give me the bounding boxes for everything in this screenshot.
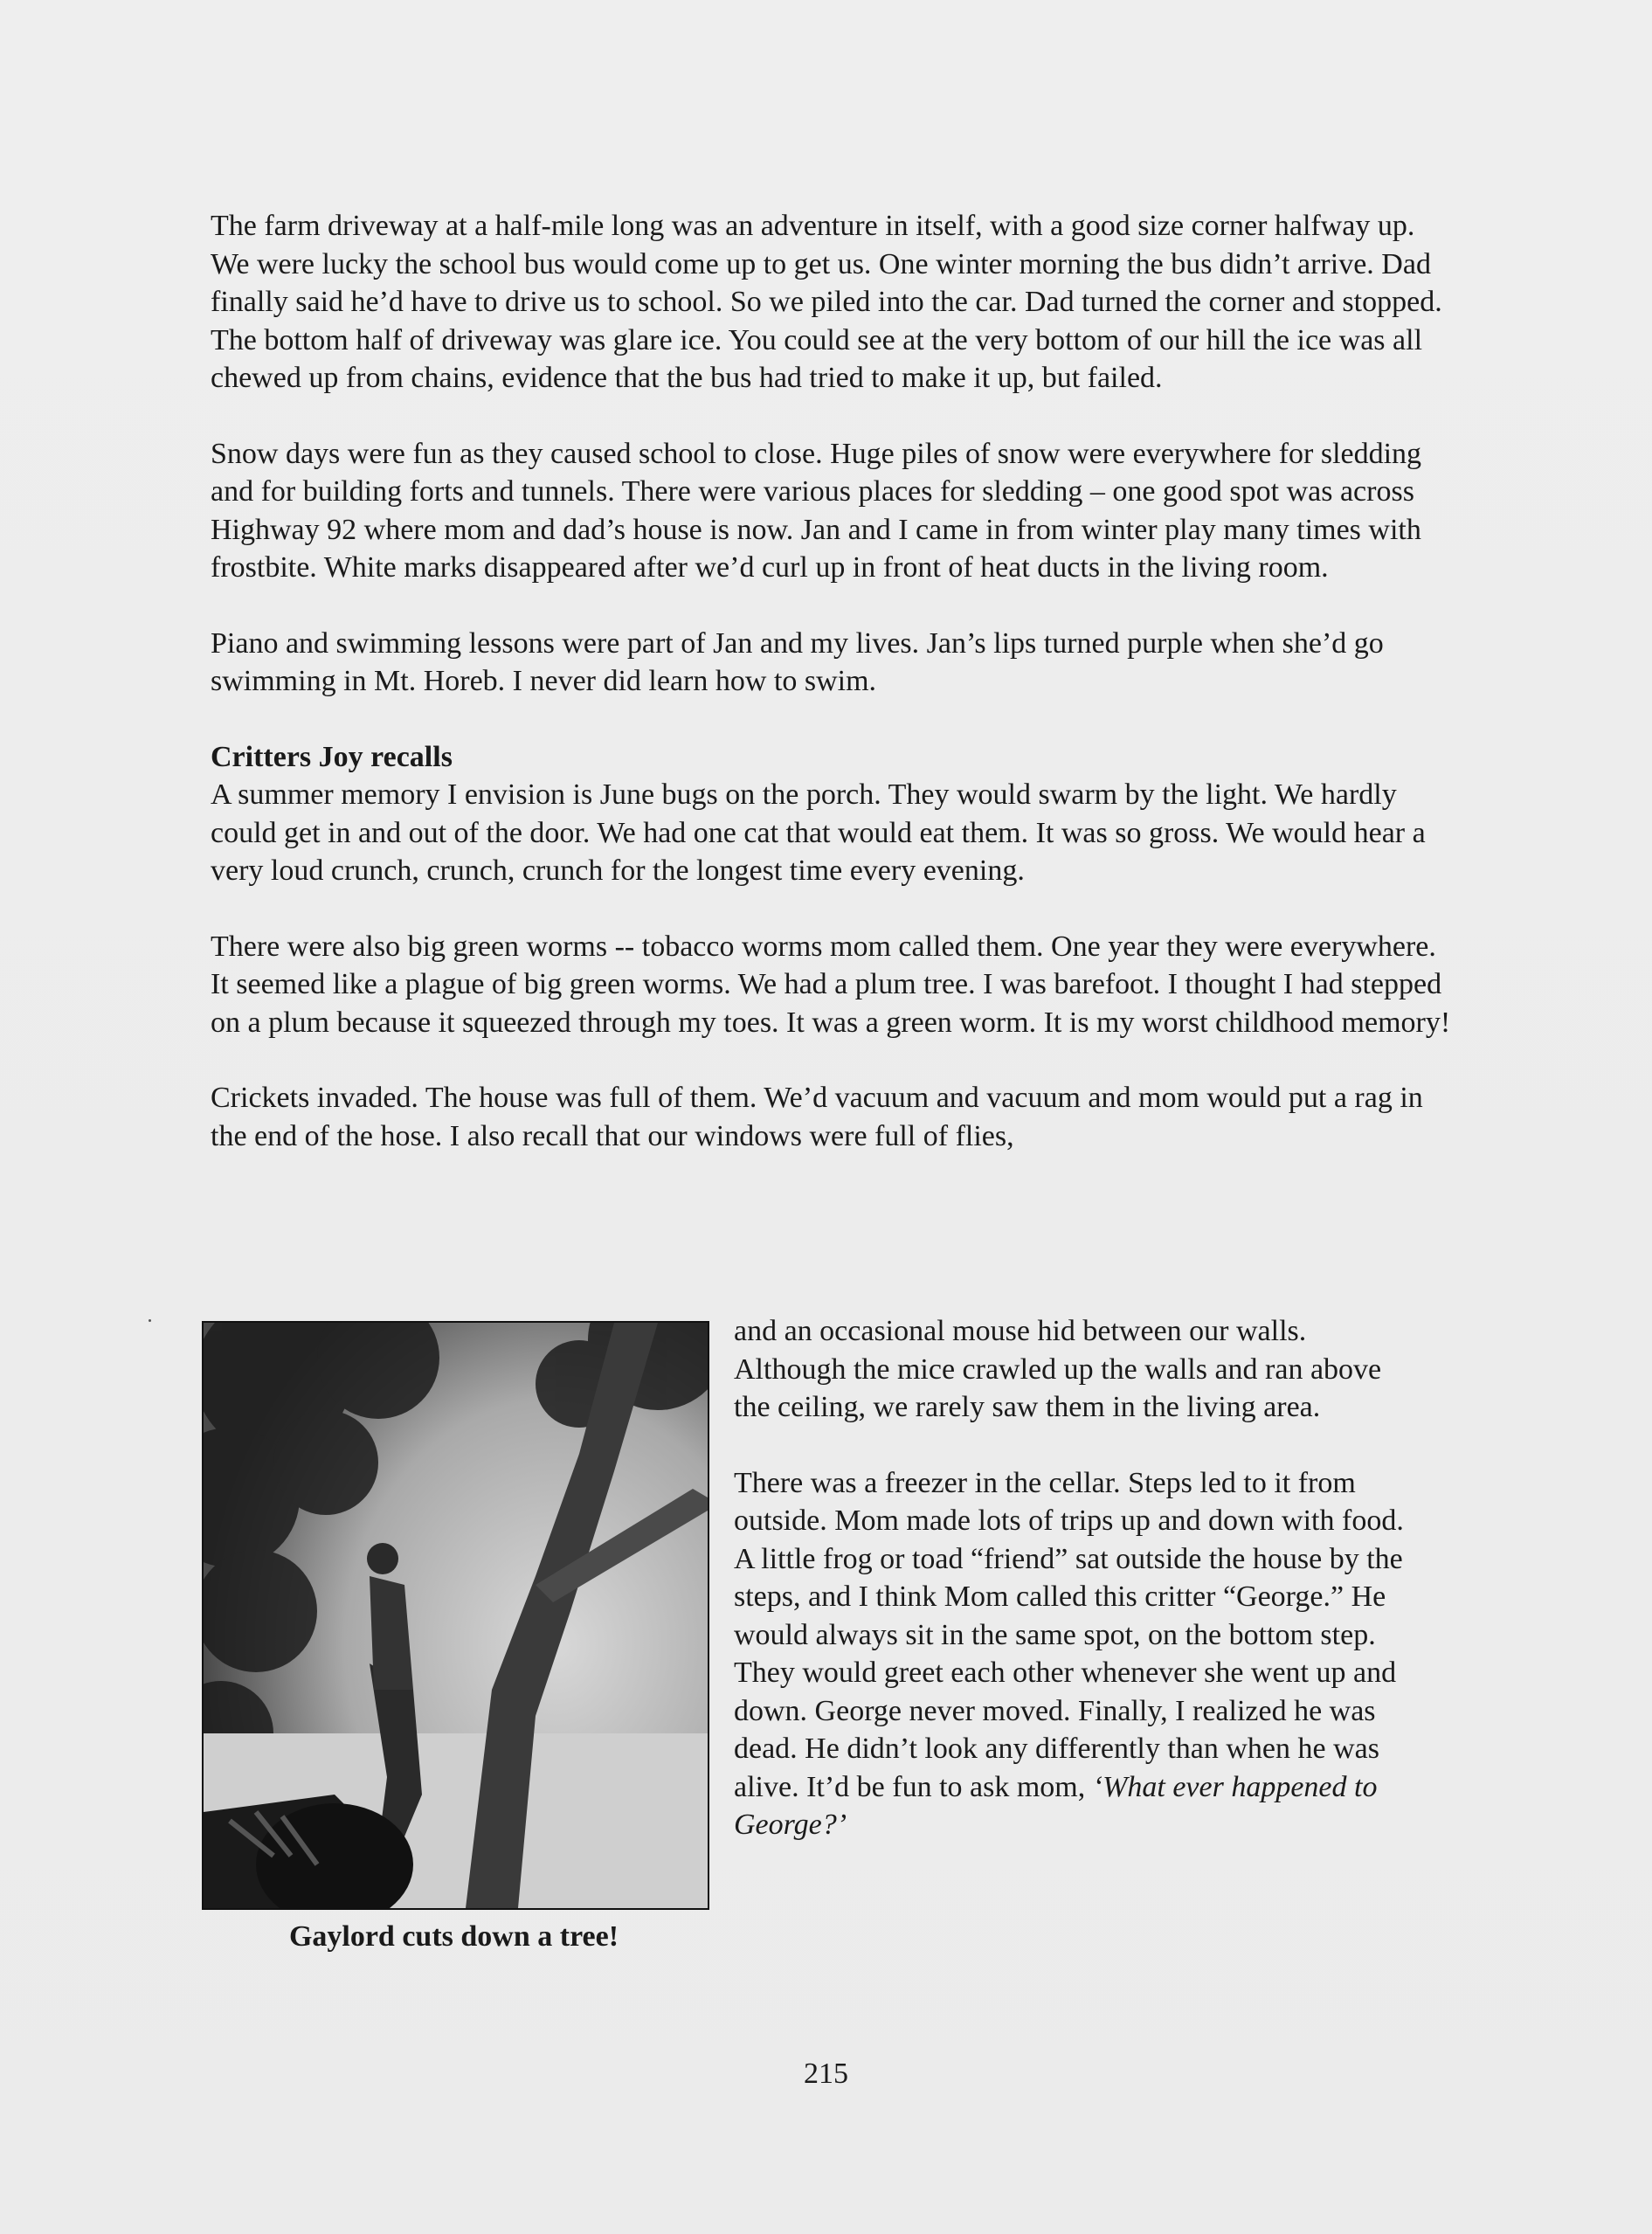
paragraph-june-bugs: A summer memory I envision is June bugs on the porch. They would swarm by the light. We hardly could get in and out of the door. We had one cat that would eat them. It was so gross. We would hear a very loud crunch, crunch, crunch for the longest time every evening. — [211, 778, 1426, 887]
paragraph-george — [734, 1464, 1415, 1844]
main-text-block — [211, 207, 1451, 1155]
page-number: 215 — [804, 2058, 848, 2090]
paragraph-snow-days: Snow days were fun as they caused school to close. Huge piles of snow were everywhere for sledding and for building forts and tunnels. There were various places for sledding – one good spot was across Highway 92 where mom and dad’s house is now. Jan and I came in from winter play many times with frostbite. White marks disappeared after we’d curl up in front of heat ducts in the living room. — [211, 437, 1422, 584]
paragraph-driveway: The farm driveway at a half-mile long was an adventure in itself, with a good size corner halfway up. We were lucky the school bus would come up to get us. One winter morning the bus didn’t arrive. Dad finally said he’d have to drive us to school. So we piled into the car. Dad turned the corner and stopped. The bottom half of driveway was glare ice. You could see at the very bottom of our hill the ice was all chewed up from chains, evidence that the bus had tried to make it up, but failed. — [211, 210, 1442, 394]
margin-mark — [149, 1319, 151, 1322]
paragraph-green-worms: There were also big green worms -- tobacco worms mom called them. One year they were everywhere. It seemed like a plague of big green worms. We had a plum tree. I was barefoot. I thought I had stepped on a plum because it squeezed through my toes. It was a green worm. It is my worst childhood memory! — [211, 930, 1451, 1039]
photo-image — [204, 1323, 708, 1908]
photo-caption: Gaylord cuts down a tree! — [288, 1920, 619, 1953]
paragraph-crickets: Crickets invaded. The house was full of them. We’d vacuum and vacuum and mom would put a rag in the end of the hose. I also recall that our windows were full of flies, — [211, 1082, 1423, 1152]
photo-gaylord-tree — [202, 1321, 709, 1910]
george-text: There was a freezer in the cellar. Steps led to it from outside. Mom made lots of trips up and down with food. A little frog or toad “friend” sat outside the house by the steps, and I think Mom called this critter “George.” He would always sit in the same spot, on the bottom step. They would greet each other whenever she went up and down. George never moved. Finally, I realized he was dead. He didn’t look any differently than when he was alive. It’d be fun to ask mom, — [734, 1466, 1404, 1803]
paragraph-crickets-continued: and an occasional mouse hid between our walls. Although the mice crawled up the walls and ran above the ceiling, we rarely saw them in the living area. — [734, 1315, 1382, 1423]
george-quote: ‘What ever happened to George?’ — [734, 1770, 1378, 1841]
section-heading: Critters Joy recalls — [211, 740, 453, 773]
paragraph-piano-swimming: Piano and swimming lessons were part of Jan and my lives. Jan’s lips turned purple when she’d go swimming in Mt. Horeb. I never did learn how to swim. — [211, 626, 1384, 697]
right-column-text — [734, 1312, 1415, 1844]
